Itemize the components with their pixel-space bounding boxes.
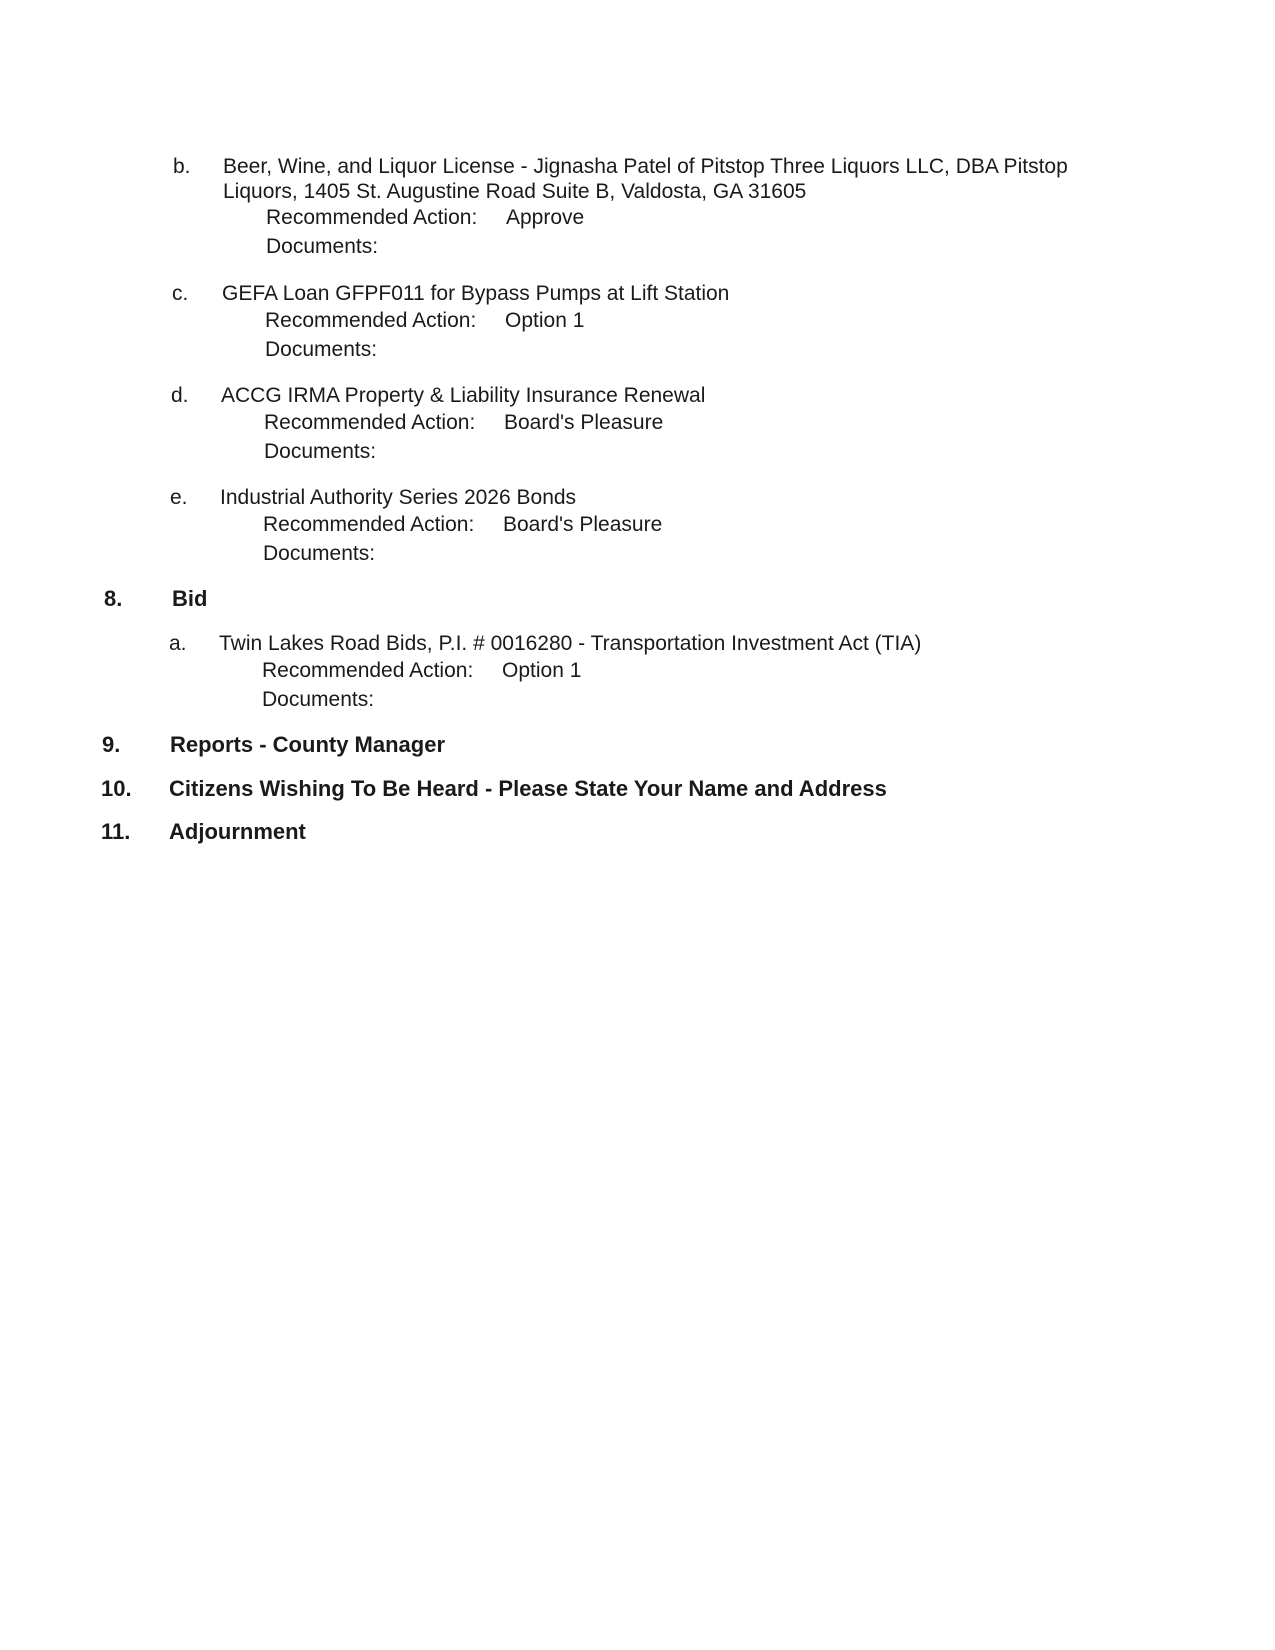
recommended-action-value: Board's Pleasure bbox=[504, 411, 664, 434]
item-title: GEFA Loan GFPF011 for Bypass Pumps at Lift Station bbox=[222, 282, 730, 305]
item-title: ACCG IRMA Property & Liability Insurance Renewal bbox=[221, 384, 706, 407]
recommended-action-value: Approve bbox=[506, 206, 585, 229]
section-number: 9. bbox=[102, 732, 121, 757]
item-letter: b. bbox=[173, 155, 191, 178]
recommended-action-label: Recommended Action: bbox=[262, 659, 474, 682]
item-title: Industrial Authority Series 2026 Bonds bbox=[220, 486, 577, 509]
recommended-action-value: Option 1 bbox=[505, 309, 585, 332]
item-title: Beer, Wine, and Liquor License - Jignasha Patel of Pitstop Three Liquors LLC, DBA Pitstop Liquors, 1405 St. Augustine Road Suite B, Valdosta, GA 31605 bbox=[223, 155, 1068, 203]
recommended-action-label: Recommended Action: bbox=[265, 309, 477, 332]
item-letter: d. bbox=[171, 384, 189, 407]
documents-label: Documents: bbox=[265, 338, 378, 361]
item-letter: c. bbox=[172, 282, 189, 305]
documents-label: Documents: bbox=[266, 235, 379, 258]
section-number: 10. bbox=[101, 776, 132, 801]
section-number: 8. bbox=[104, 586, 123, 611]
recommended-action-value: Board's Pleasure bbox=[503, 513, 663, 536]
documents-label: Documents: bbox=[263, 542, 376, 565]
documents-label: Documents: bbox=[264, 440, 377, 463]
section-title: Adjournment bbox=[169, 819, 306, 844]
section-title: Bid bbox=[172, 586, 208, 611]
item-title: Twin Lakes Road Bids, P.I. # 0016280 - Transportation Investment Act (TIA) bbox=[219, 632, 922, 655]
section-title: Citizens Wishing To Be Heard - Please State Your Name and Address bbox=[169, 776, 887, 801]
recommended-action-label: Recommended Action: bbox=[263, 513, 475, 536]
recommended-action-value: Option 1 bbox=[502, 659, 582, 682]
recommended-action-label: Recommended Action: bbox=[264, 411, 476, 434]
item-letter: a. bbox=[169, 632, 187, 655]
section-number: 11. bbox=[101, 819, 131, 844]
recommended-action-label: Recommended Action: bbox=[266, 206, 478, 229]
item-letter: e. bbox=[170, 486, 188, 509]
documents-label: Documents: bbox=[262, 688, 375, 711]
section-title: Reports - County Manager bbox=[170, 732, 446, 757]
